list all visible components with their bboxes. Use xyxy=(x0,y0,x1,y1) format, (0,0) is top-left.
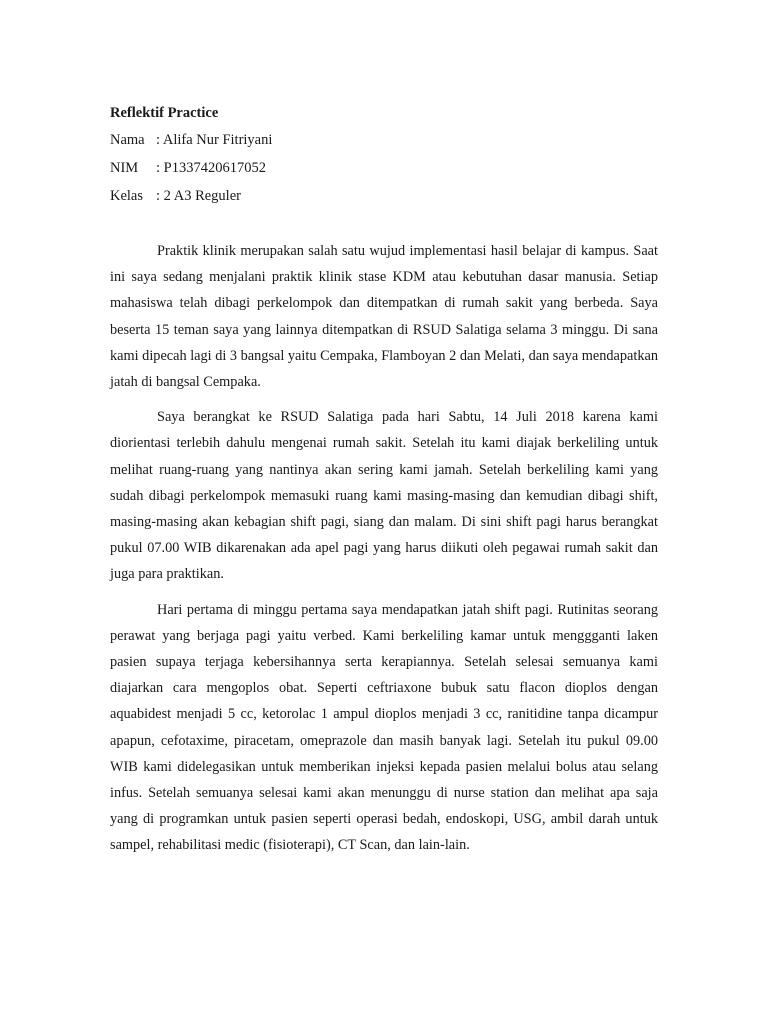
meta-value: : P1337420617052 xyxy=(156,160,266,176)
spacer xyxy=(110,210,658,238)
meta-label: NIM xyxy=(110,160,139,176)
paragraph-1: Praktik klinik merupakan salah satu wujud implementasi hasil belajar di kampus. Saat ini saya sedang menjalani praktik klinik stase KDM atau kebutuhan dasar manusia. Setiap mahasiswa telah dibagi perkelompok dan ditempatkan di rumah sakit yang berbeda. Saya beserta 15 teman saya yang lainnya ditempatkan di RSUD Salatiga selama 3 minggu. Di sana kami dipecah lagi di 3 bangsal yaitu Cempaka, Flamboyan 2 dan Melati, dan saya mendapatkan jatah di bangsal Cempaka. xyxy=(110,243,658,391)
paragraph-3: Hari pertama di minggu pertama saya mendapatkan jatah shift pagi. Rutinitas seorang perawat yang berjaga pagi yaitu verbed. Kami berkeliling kamar untuk menggganti laken pasien supaya terjaga kebersihannya serta kerapiannya. Setelah selesai semuanya kami diajarkan cara mengoplos obat. Seperti ceftriaxone bubuk satu flacon dioplos dengan aquabidest menjadi 5 cc, ketorolac 1 ampul dioplos menjadi 3 cc, ranitidine tanpa dicampur apapun, cefotaxime, piracetam, omeprazole dan masih banyak lagi. Setelah itu pukul 09.00 WIB kami didelegasikan untuk memberikan injeksi kepada pasien melalui bolus atau selang infus. Setelah semuanya selesai kami akan menunggu di nurse station dan melihat apa saja yang di programkan untuk pasien seperti operasi bedah, endoskopi, USG, ambil darah untuk sampel, rehabilitasi medic (fisioterapi), CT Scan, dan lain-lain. xyxy=(110,601,658,854)
document-body xyxy=(110,100,658,868)
meta-value: : Alifa Nur Fitriyani xyxy=(156,132,273,148)
meta-label: Kelas xyxy=(110,188,144,204)
paragraph-2: Saya berangkat ke RSUD Salatiga pada hari Sabtu, 14 Juli 2018 karena kami diorientasi terlebih dahulu mengenai rumah sakit. Setelah itu kami diajak berkeliling untuk melihat ruang-ruang yang nantinya akan sering kami jamah. Setelah berkeliling kami yang sudah dibagi perkelompok memasuki ruang kami masing-masing dan kemudian dibagi shift, masing-masing akan kebagian shift pagi, siang dan malam. Di sini shift pagi harus berangkat pukul 07.00 WIB dikarenakan ada apel pagi yang harus diikuti oleh pegawai rumah sakit dan juga para praktikan. xyxy=(110,409,658,583)
document-title: Reflektif Practice xyxy=(110,105,219,121)
meta-value: : 2 A3 Reguler xyxy=(156,188,241,204)
meta-row-kelas xyxy=(110,182,658,210)
meta-row-nim xyxy=(110,154,658,182)
meta-row-nama xyxy=(110,126,658,154)
meta-label: Nama xyxy=(110,132,145,148)
